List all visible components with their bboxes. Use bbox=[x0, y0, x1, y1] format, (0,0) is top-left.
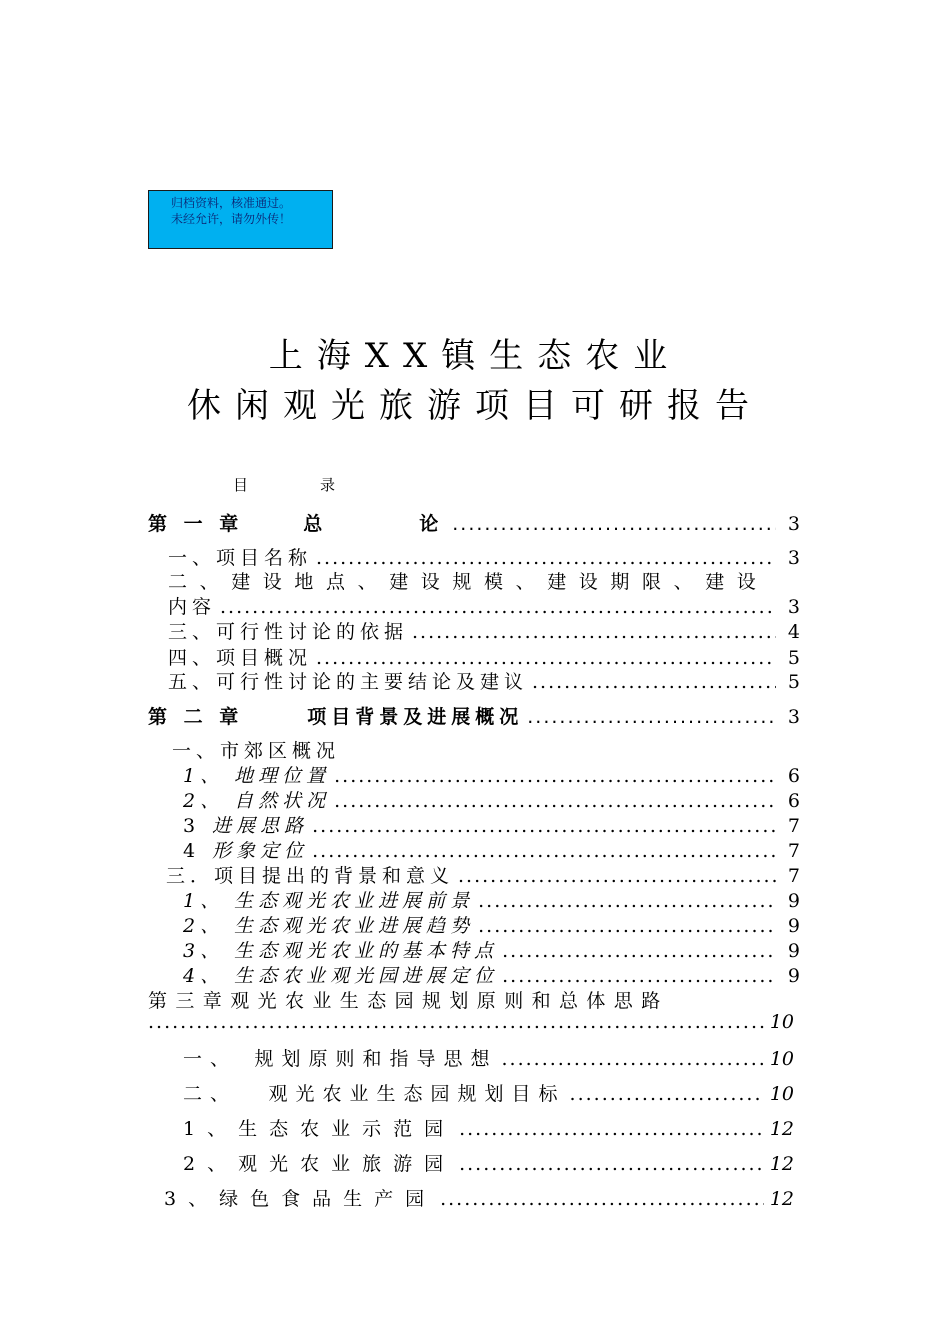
page-number: 6 bbox=[787, 765, 800, 787]
toc-entry-2-1-2 bbox=[183, 786, 800, 813]
page-number: 3 bbox=[787, 513, 800, 535]
toc-entry-1-1 bbox=[168, 543, 800, 570]
entry-number: 4 bbox=[183, 840, 201, 862]
entry-label: 2、观光农业旅游园 bbox=[183, 1153, 456, 1175]
page-number: 10 bbox=[769, 1011, 794, 1033]
page-number: 9 bbox=[787, 965, 800, 987]
entry-label: 形象定位 bbox=[212, 840, 309, 862]
chapter-name: 项目背景及进展概况 bbox=[307, 706, 524, 728]
toc-entry-2-1-4 bbox=[183, 836, 800, 863]
entry-label: 内容 bbox=[168, 596, 217, 618]
chapter-label: 第 二 章 bbox=[148, 706, 244, 728]
page-number: 5 bbox=[787, 671, 800, 693]
entry-number: 2、 bbox=[183, 915, 225, 937]
entry-label: 二、 观光农业生态园规划目标 bbox=[183, 1083, 566, 1105]
toc-entry-3-2-1 bbox=[183, 1114, 794, 1141]
chapter-name: 总 论 bbox=[303, 513, 449, 535]
toc-entry-2-3-1 bbox=[183, 886, 800, 913]
toc-entry-2-1: 一、市郊区概况 bbox=[172, 740, 341, 762]
entry-number: 2、 bbox=[183, 790, 225, 812]
entry-label: 四、项目概况 bbox=[168, 647, 313, 669]
entry-label: 3、绿色食品生产园 bbox=[164, 1188, 437, 1210]
entry-label: 三、可行性讨论的依据 bbox=[168, 621, 409, 643]
entry-number: 1、 bbox=[183, 890, 225, 912]
entry-label: 一、 规划原则和指导思想 bbox=[183, 1048, 498, 1070]
toc-entry-2-1-3 bbox=[183, 811, 800, 838]
entry-label: 生态观光农业进展前景 bbox=[234, 890, 475, 912]
entry-label: 生态观光农业进展趋势 bbox=[234, 915, 475, 937]
document-title-line-1: 上海XX镇生态农业 bbox=[268, 336, 682, 376]
page-number: 5 bbox=[787, 647, 800, 669]
toc-heading-char-1: 目 bbox=[233, 476, 249, 494]
toc-entry-2-3-2 bbox=[183, 911, 800, 938]
document-title-line-2: 休闲观光旅游项目可研报告 bbox=[187, 386, 763, 426]
page-number: 10 bbox=[769, 1048, 794, 1070]
page-number: 9 bbox=[787, 915, 800, 937]
page-number: 3 bbox=[787, 547, 800, 569]
toc-entry-1-5 bbox=[168, 667, 800, 694]
toc-entry-3-1 bbox=[183, 1044, 794, 1071]
toc-entry-chapter-1 bbox=[148, 509, 800, 536]
toc-entry-3-2 bbox=[183, 1079, 794, 1106]
entry-label: 地理位置 bbox=[234, 765, 331, 787]
entry-label: 五、可行性讨论的主要结论及建议 bbox=[168, 671, 529, 693]
toc-entry-3-2-2 bbox=[183, 1149, 794, 1176]
entry-label: 三．项目提出的背景和意义 bbox=[166, 865, 455, 887]
page-number: 12 bbox=[769, 1153, 794, 1175]
entry-number: 3 bbox=[183, 815, 201, 837]
toc-heading-char-2: 录 bbox=[320, 476, 336, 494]
page-number: 4 bbox=[787, 621, 800, 643]
page-number: 12 bbox=[769, 1118, 794, 1140]
entry-label: 生态农业观光园进展定位 bbox=[234, 965, 499, 987]
toc-entry-2-3-3 bbox=[183, 936, 800, 963]
page-number: 3 bbox=[787, 596, 800, 618]
archive-stamp bbox=[148, 190, 333, 249]
entry-number: 4、 bbox=[183, 965, 225, 987]
page-number: 7 bbox=[787, 840, 800, 862]
entry-number: 3、 bbox=[183, 940, 225, 962]
entry-label: 进展思路 bbox=[212, 815, 309, 837]
page-number: 12 bbox=[769, 1188, 794, 1210]
page-number: 6 bbox=[787, 790, 800, 812]
toc-entry-chapter-3-line-1: 第三章观光农业生态园规划原则和总体思路 bbox=[148, 990, 669, 1012]
entry-label: 生态观光农业的基本特点 bbox=[234, 940, 499, 962]
toc-entry-1-2-line-1: 二、建设地点、建设规模、建设期限、建设 bbox=[168, 571, 769, 593]
toc-entry-2-1-1 bbox=[183, 761, 800, 788]
stamp-line-1: 归档资料，核准通过。 bbox=[171, 196, 292, 210]
page-number: 9 bbox=[787, 890, 800, 912]
toc-entry-1-3 bbox=[168, 617, 800, 644]
entry-number: 1、 bbox=[183, 765, 225, 787]
toc-entry-2-3-4 bbox=[183, 961, 800, 988]
chapter-label: 第 一 章 bbox=[148, 513, 244, 535]
page-number: 9 bbox=[787, 940, 800, 962]
toc-entry-1-4 bbox=[168, 643, 800, 670]
toc-heading bbox=[233, 474, 335, 495]
toc-entry-3-2-3 bbox=[164, 1184, 794, 1211]
stamp-line-2: 未经允许，请勿外传！ bbox=[171, 212, 292, 226]
page-number: 3 bbox=[787, 706, 800, 728]
entry-label: 1、生态农业示范园 bbox=[183, 1118, 456, 1140]
entry-label: 自然状况 bbox=[234, 790, 331, 812]
toc-entry-1-2-line-2 bbox=[168, 592, 800, 619]
page-number: 7 bbox=[787, 815, 800, 837]
toc-entry-chapter-2 bbox=[148, 702, 800, 729]
page-number: 7 bbox=[787, 865, 800, 887]
toc-entry-2-3 bbox=[166, 861, 800, 888]
entry-label: 一、项目名称 bbox=[168, 547, 313, 569]
page-number: 10 bbox=[769, 1083, 794, 1105]
toc-entry-chapter-3-line-2 bbox=[148, 1011, 794, 1033]
